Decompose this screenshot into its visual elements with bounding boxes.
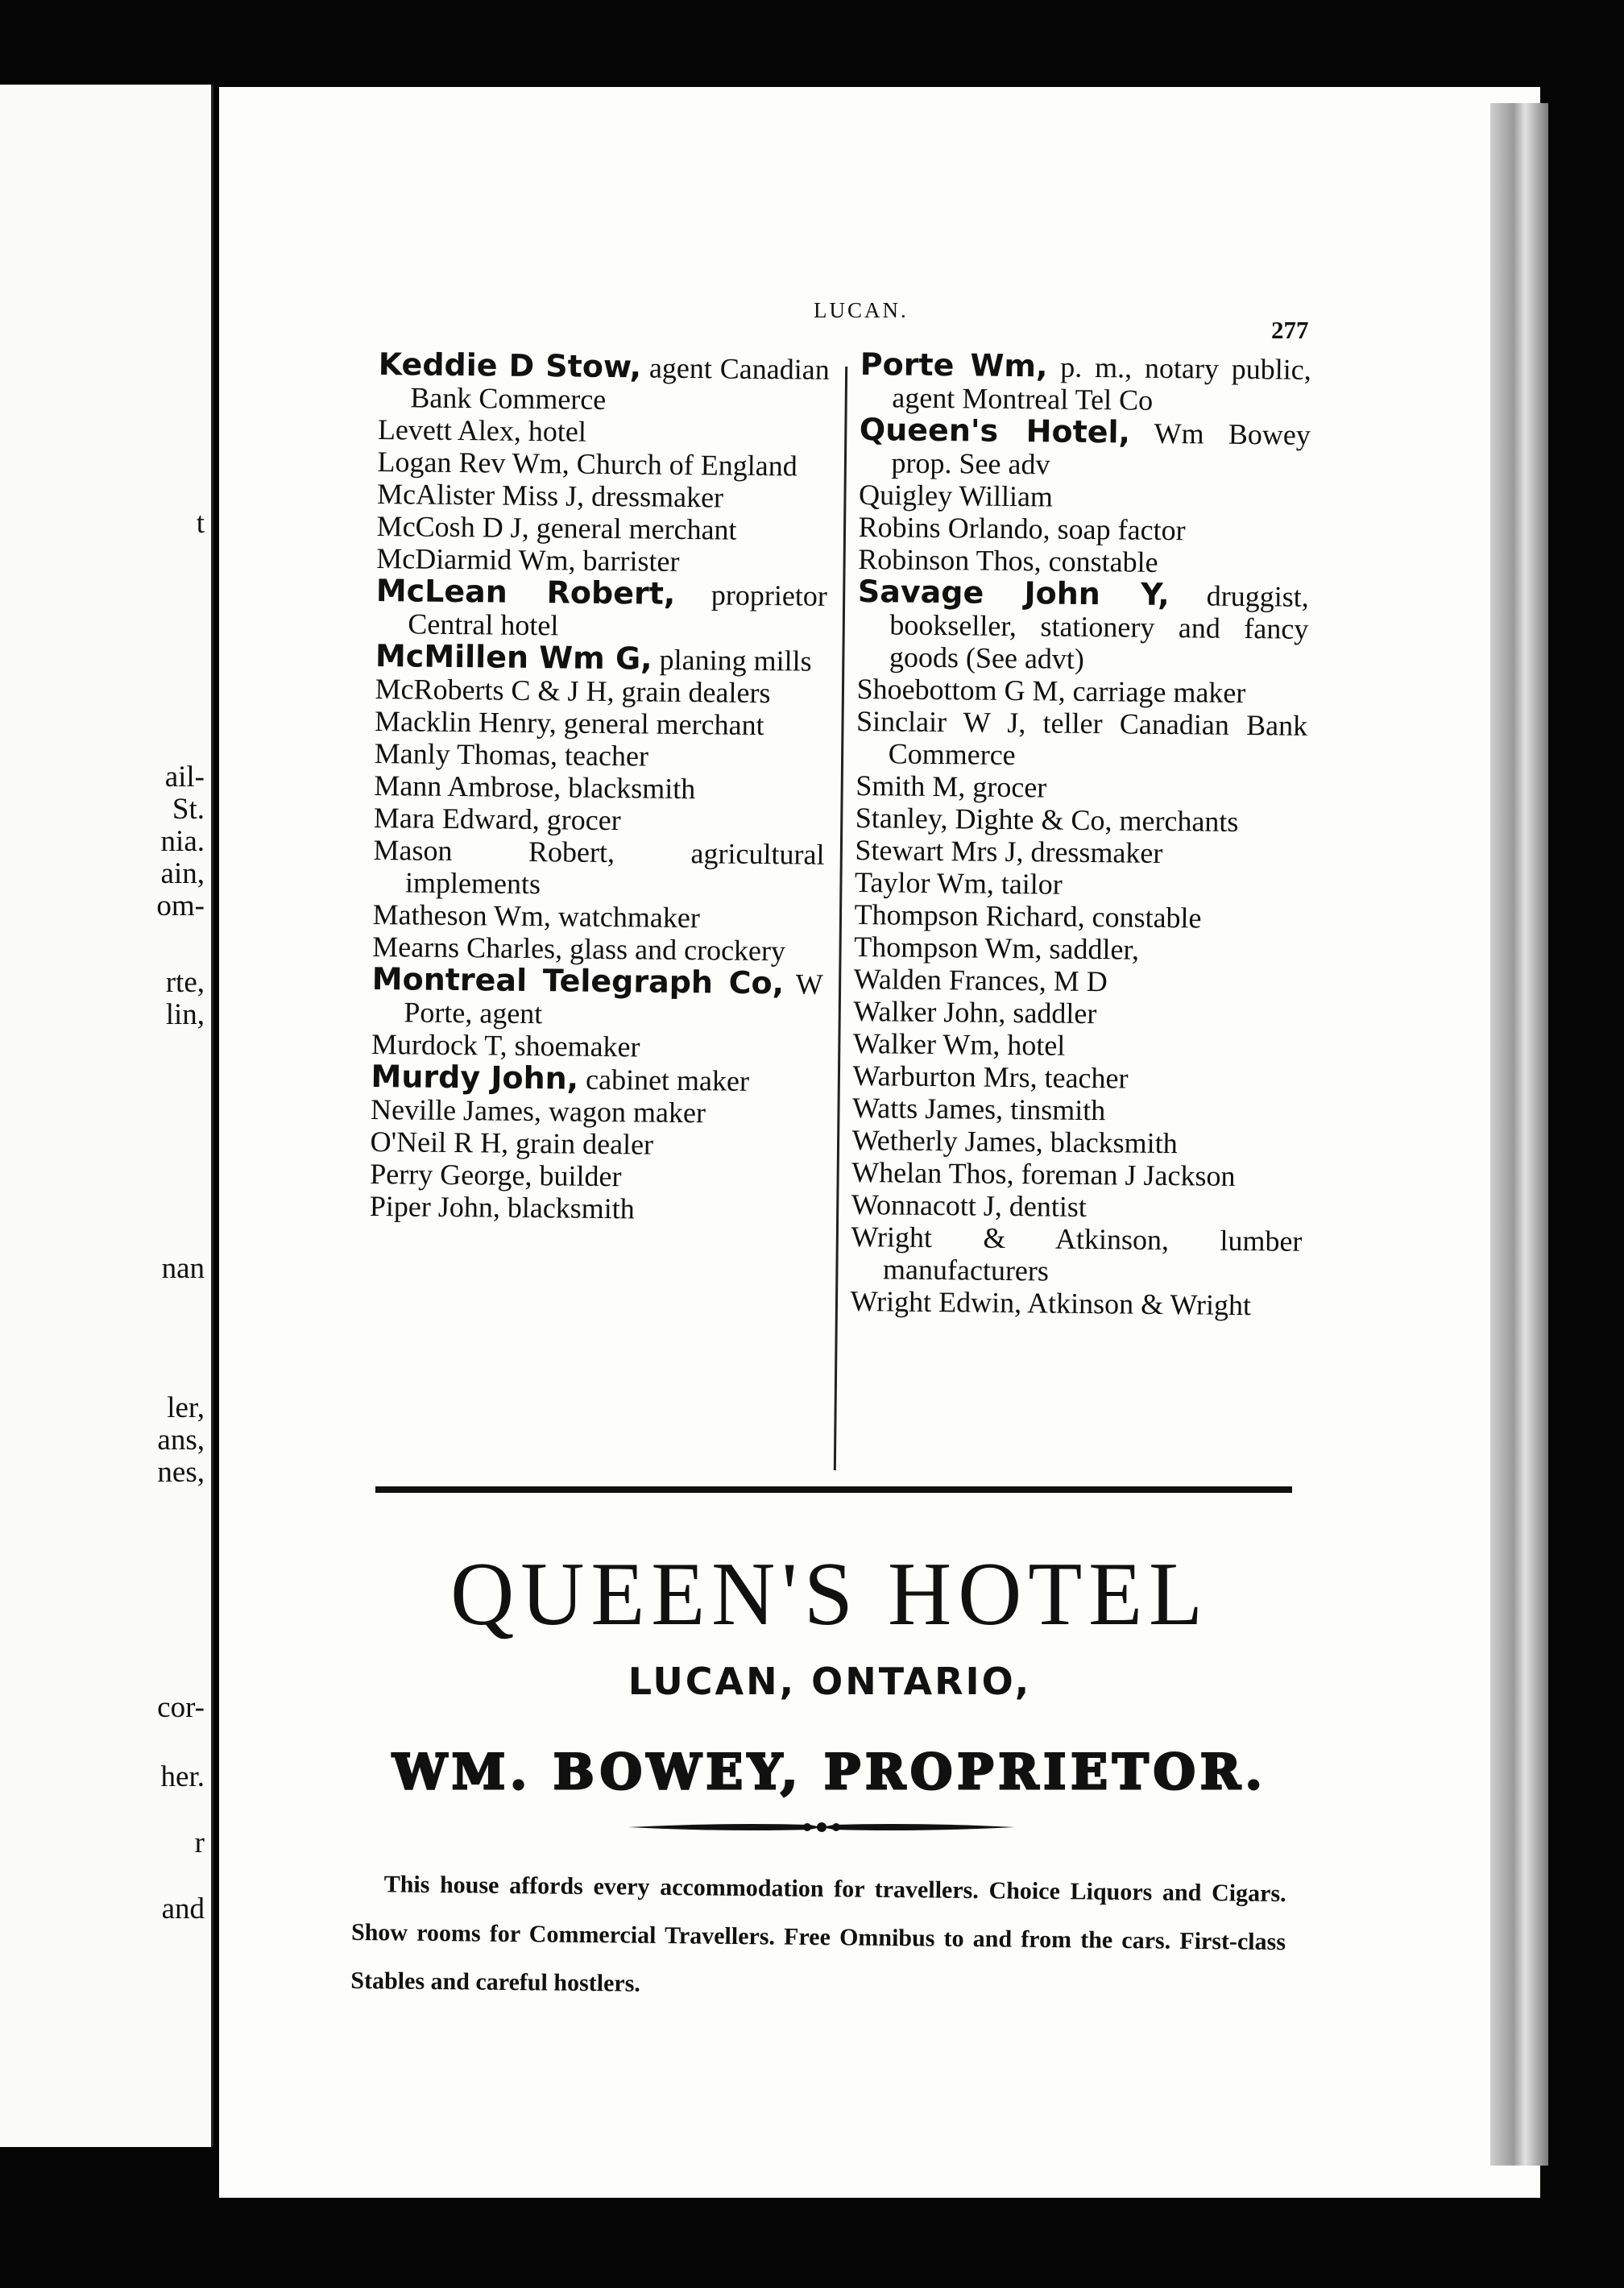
entry-detail: cabinet maker (578, 1063, 750, 1097)
directory-column-right (850, 348, 1311, 1322)
entry-name: Thompson Wm, (854, 930, 1042, 965)
facing-page-fragment: r (194, 1826, 205, 1859)
entry-detail: general merchant (556, 707, 764, 742)
directory-entry (856, 769, 1307, 806)
directory-entry (853, 1027, 1304, 1064)
directory-entry (855, 866, 1306, 903)
entry-detail: saddler, (1042, 932, 1140, 966)
entry-detail: Church of England (569, 447, 798, 483)
entry-name: Wright & Atkinson, (851, 1220, 1170, 1257)
directory-entry (856, 705, 1308, 774)
directory-entry (851, 1188, 1303, 1225)
entry-detail: grain dealers (614, 675, 771, 710)
entry-name: Mearns Charles, (372, 930, 563, 965)
section-rule (375, 1486, 1292, 1493)
entry-detail: blacksmith (1042, 1125, 1178, 1160)
entry-detail: foreman J Jackson (1013, 1158, 1236, 1192)
entry-detail: agricultural implements (404, 836, 825, 901)
directory-entry (371, 960, 823, 1033)
entry-detail: Wm Bowey prop. See adv (891, 417, 1311, 481)
entry-name: Walker John, (853, 994, 1006, 1029)
ad-body-text: This house affords every accommodation for travellers. Choice Liquors and Cigars. Show rooms for Commercial Travellers. Free Omnibus to and from the cars. First-class Stables and careful hostlers. (350, 1871, 1286, 1997)
entry-name: Montreal Telegraph Co, (371, 960, 785, 1001)
page-edge (1490, 103, 1548, 2166)
directory-entry (854, 931, 1305, 968)
entry-name: Keddie D Stow, (378, 346, 642, 385)
entry-name: Watts James, (851, 1091, 1004, 1125)
entry-detail: constable (1041, 545, 1158, 578)
directory-entry (372, 898, 823, 935)
entry-detail: M D (1046, 964, 1108, 998)
entry-detail: general merchant (528, 511, 737, 546)
entry-detail: constable (1084, 900, 1202, 935)
entry-name: Logan Rev Wm, (377, 445, 570, 480)
entry-detail: watchmaker (550, 900, 701, 935)
ornament-divider-icon (628, 1815, 1015, 1839)
entry-detail: dressmaker (1023, 835, 1163, 869)
directory-entry (375, 705, 826, 742)
entry-name: Smith M, (856, 769, 966, 803)
directory-entry (851, 1124, 1303, 1161)
entry-name: Wetherly James, (851, 1123, 1043, 1159)
facing-page-fragment: her. (160, 1760, 205, 1793)
entry-detail: shoemaker (507, 1029, 640, 1063)
directory-entry (378, 413, 829, 450)
directory-entry (375, 673, 826, 710)
entry-name: McCosh D J, (376, 509, 529, 544)
entry-name: McLean Robert, (375, 572, 676, 611)
entry-name: Porte Wm, (860, 346, 1048, 384)
entry-detail: glass and crockery (561, 932, 786, 968)
entry-detail: grain dealer (508, 1126, 654, 1161)
entry-detail: grocer (965, 770, 1047, 804)
facing-page-fragment: om- (156, 889, 205, 922)
facing-page-fragment: t (196, 507, 205, 540)
directory-entry (376, 510, 827, 547)
facing-page-fragment: ler, (167, 1391, 205, 1424)
entry-name: Walden Frances, (853, 962, 1047, 997)
facing-page-fragment: nes, (157, 1456, 205, 1489)
entry-name: Sinclair W J, (856, 704, 1026, 740)
entry-detail: dentist (1001, 1189, 1088, 1223)
entry-name: Matheson Wm, (372, 897, 552, 933)
facing-page-fragment: lin, (165, 998, 205, 1031)
directory-entry (852, 1059, 1303, 1096)
entry-detail: blacksmith (499, 1191, 636, 1225)
entry-name: Shoebottom G M, (856, 672, 1066, 707)
entry-detail: druggist, bookseller, stationery and fancy goods (See advt) (889, 579, 1310, 675)
entry-detail: blacksmith (561, 771, 696, 806)
entry-name: Queen's Hotel, (859, 411, 1131, 450)
page-number: 277 (1271, 316, 1309, 344)
entry-detail: W Porte, agent (404, 968, 823, 1030)
entry-name: O'Neil R H, (370, 1125, 509, 1159)
entry-detail: hotel (1000, 1028, 1066, 1062)
directory-entry (375, 737, 826, 774)
entry-name: Levett Alex, (377, 412, 522, 447)
entry-detail: wagon maker (541, 1095, 706, 1129)
entry-detail: tailor (993, 867, 1063, 901)
facing-page-fragment: and (161, 1892, 205, 1925)
directory-entry (370, 1158, 821, 1195)
entry-name: Mara Edward, (373, 801, 541, 836)
facing-page-fragment: nia. (160, 825, 205, 858)
directory-entry (375, 574, 827, 645)
entry-detail: tinsmith (1002, 1092, 1106, 1127)
entry-name: Warburton Mrs, (852, 1059, 1038, 1094)
directory-entry (858, 511, 1309, 548)
entry-name: Robinson Thos, (858, 542, 1042, 578)
directory-entry (859, 413, 1311, 483)
directory-entry (854, 898, 1305, 935)
directory-entry (860, 348, 1311, 418)
entry-name: Neville James, (370, 1092, 542, 1128)
facing-page-left (0, 85, 213, 2147)
entry-name: Manly Thomas, (374, 736, 558, 772)
entry-detail: proprietor Central hotel (408, 578, 828, 642)
directory-entry (370, 1190, 821, 1227)
directory-entry (371, 1093, 822, 1130)
entry-name: Stewart Mrs J, (855, 833, 1024, 868)
entry-detail: dressmaker (583, 479, 724, 514)
running-head: LUCAN. (814, 298, 909, 322)
facing-page-fragment: St. (172, 793, 205, 826)
entry-name: McRoberts C & J H, (375, 672, 615, 708)
directory-entry (856, 673, 1307, 710)
directory-entry (857, 575, 1309, 678)
directory-entry (377, 446, 828, 483)
entry-name: Murdock T, (371, 1027, 508, 1062)
entry-detail: teacher (1037, 1061, 1129, 1095)
facing-page-fragment: ans, (157, 1424, 205, 1457)
directory-entry (375, 637, 826, 678)
directory-column-left (370, 348, 830, 1227)
entry-detail: saddler (1005, 996, 1097, 1030)
entry-name: Savage John Y, (857, 573, 1170, 613)
entry-detail: p. m., notary public, agent Montreal Tel Co (892, 350, 1311, 417)
facing-page-fragment: ain, (160, 857, 205, 890)
entry-detail: hotel (520, 414, 587, 448)
entry-name: Robins Orlando, (858, 510, 1050, 545)
entry-detail: carriage maker (1065, 674, 1246, 710)
directory-entry (851, 1156, 1303, 1193)
directory-entry (851, 1221, 1303, 1290)
entry-detail: teacher (557, 739, 649, 773)
entry-name: Murdy John, (371, 1058, 579, 1096)
directory-entry (378, 348, 830, 418)
entry-name: Stanley, Dighte & Co, (855, 801, 1112, 837)
directory-entry (377, 478, 828, 515)
directory-entry (854, 963, 1305, 1000)
facing-page-fragment: nan (161, 1252, 205, 1285)
entry-detail: planing mills (652, 643, 812, 678)
entry-name: Mason Robert, (373, 833, 615, 869)
entry-detail: teller Canadian Bank Commerce (888, 707, 1308, 772)
directory-entry (859, 479, 1310, 516)
entry-name: Wright Edwin, (850, 1284, 1022, 1320)
entry-name: Mann Ambrose, (374, 769, 561, 804)
directory-entry (850, 1285, 1301, 1322)
facing-page-fragment: cor- (157, 1691, 205, 1724)
entry-name: Thompson Richard, (854, 897, 1085, 933)
entry-name: McAlister Miss J, (376, 477, 585, 512)
facing-page-fragment: rte, (165, 966, 205, 999)
ad-title: QUEEN'S HOTEL (450, 1544, 1209, 1644)
entry-name: Whelan Thos, (851, 1155, 1014, 1191)
entry-detail: barrister (575, 544, 680, 578)
directory-entry (374, 802, 825, 839)
entry-name: Taylor Wm, (854, 865, 995, 900)
entry-name: Wonnacott J, (851, 1188, 1003, 1222)
entry-name: Piper John, (369, 1189, 501, 1224)
entry-detail: Atkinson & Wright (1021, 1287, 1252, 1322)
entry-detail: soap factor (1050, 512, 1186, 547)
entry-detail: agent Canadian Bank Commerce (410, 351, 830, 416)
entry-detail: lumber manufacturers (882, 1224, 1303, 1287)
entry-name: Walker Wm, (852, 1026, 1000, 1061)
entry-name: Macklin Henry, (374, 704, 557, 740)
entry-detail: grocer (539, 803, 621, 837)
entry-detail: builder (532, 1159, 622, 1193)
ad-proprietor: WM. BOWEY, PROPRIETOR. (392, 1744, 1267, 1801)
entry-name: Perry George, (370, 1157, 532, 1192)
directory-entry (852, 1092, 1303, 1129)
directory-entry (855, 834, 1306, 871)
directory-entry (370, 1125, 821, 1163)
facing-page-fragment: ail- (164, 761, 205, 794)
directory-entry (374, 769, 825, 806)
ad-location: LUCAN, ONTARIO, (628, 1660, 1032, 1703)
entry-name: McDiarmid Wm, (376, 541, 576, 577)
entry-name: McMillen Wm G, (375, 637, 652, 677)
entry-detail: merchants (1112, 804, 1239, 838)
entry-name: Quigley William (858, 478, 1054, 513)
directory-entry (853, 995, 1304, 1032)
directory-entry (371, 1060, 822, 1098)
directory-entry (373, 834, 825, 903)
directory-entry (856, 802, 1307, 839)
